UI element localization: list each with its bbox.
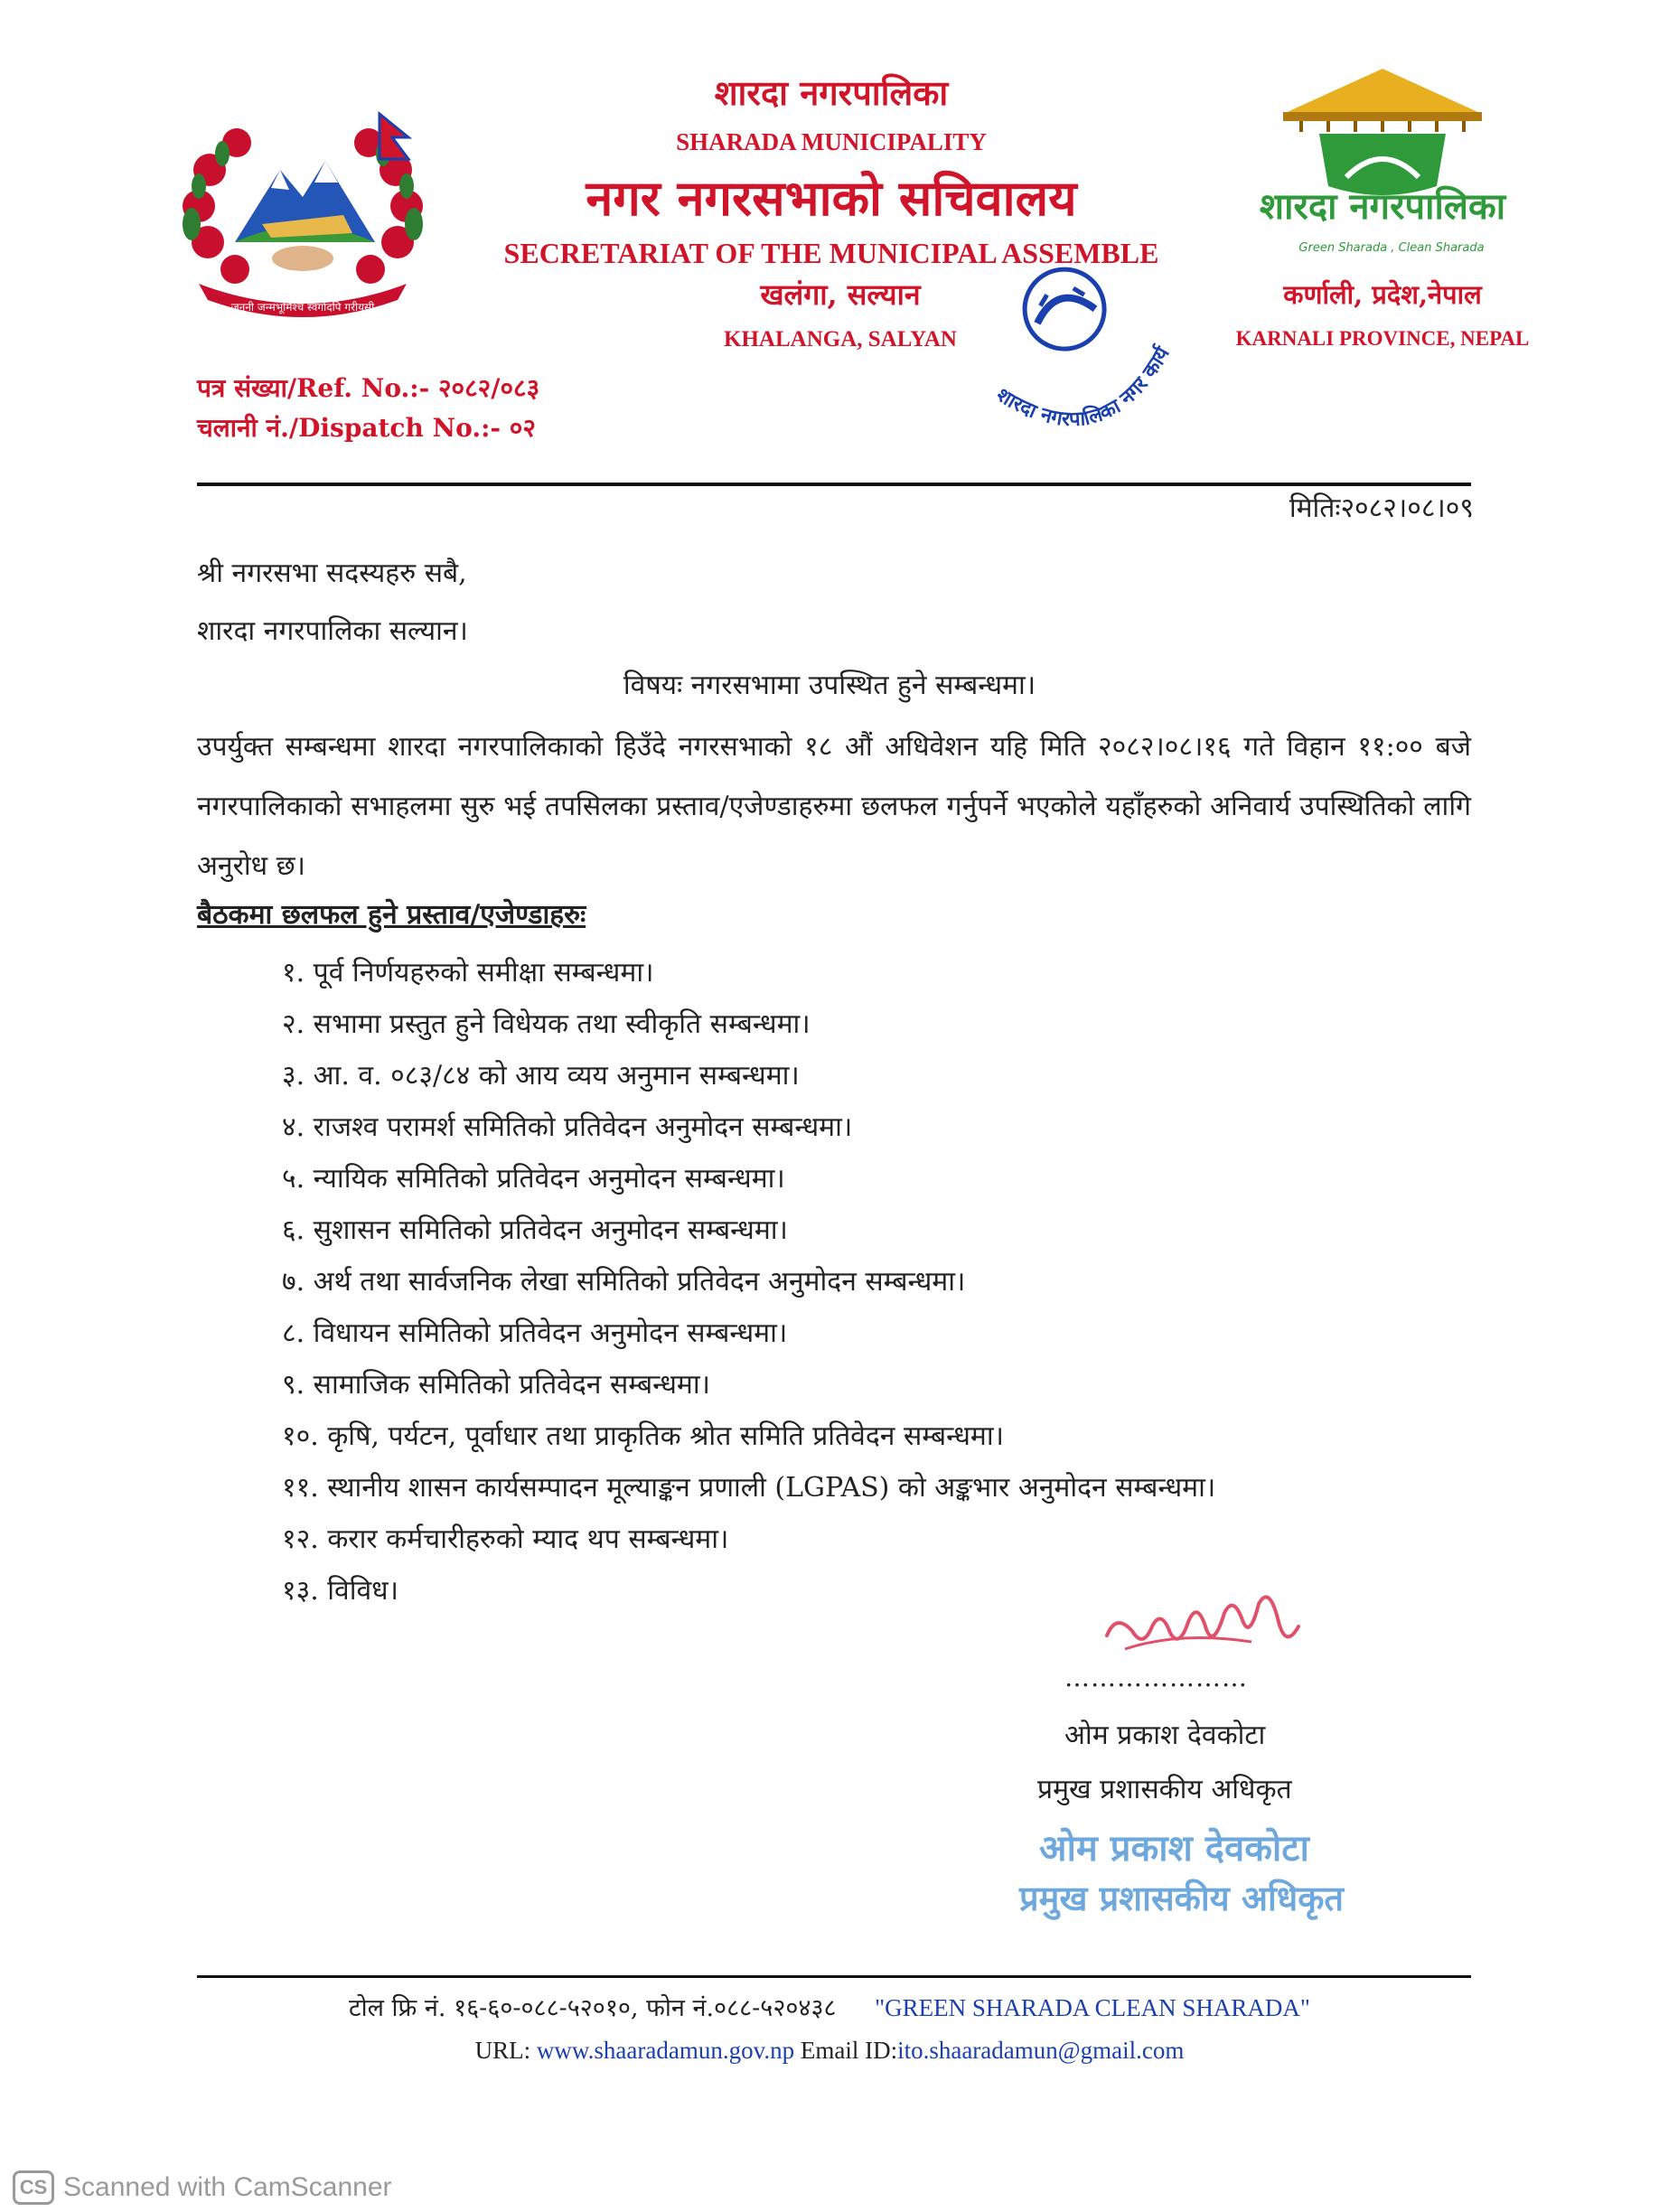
secretariat-title-nepali: नगर नगरसभाको सचिवालय <box>586 169 1077 227</box>
agenda-item: १२. करार कर्मचारीहरुको म्याद थप सम्बन्धमा। <box>282 1523 729 1555</box>
footer-web-line <box>0 2037 1659 2065</box>
agenda-item: १०. कृषि, पर्यटन, पूर्वाधार तथा प्राकृतिक श्रोत समिति प्रतिवेदन सम्बन्धमा। <box>282 1420 1004 1452</box>
footer-url-label: URL: <box>474 2037 537 2064</box>
agenda-item: ११. स्थानीय शासन कार्यसम्पादन मूल्याङ्कन प्रणाली (LGPAS) को अङ्कभार अनुमोदन सम्बन्धमा। <box>282 1472 1216 1504</box>
dispatch-number: चलानी नं./Dispatch No.:- ०२ <box>197 413 536 443</box>
location-english: KHALANGA, SALYAN <box>724 327 957 351</box>
agenda-item: २. सभामा प्रस्तुत हुने विधेयक तथा स्वीकृति सम्बन्धमा। <box>282 1008 811 1040</box>
stamp-name: ओम प्रकाश देवकोटा <box>1039 1827 1309 1870</box>
footer-url-link[interactable]: www.shaaradamun.gov.np <box>536 2037 795 2064</box>
province-nepali: कर्णाली, प्रदेश,नेपाल <box>1283 279 1482 310</box>
camscanner-text: Scanned with CamScanner <box>63 2172 392 2202</box>
agenda-item: ८. विधायन समितिको प्रतिवेदन अनुमोदन सम्बन्धमा। <box>282 1317 788 1349</box>
location-nepali: खलंगा, सल्यान <box>760 277 921 312</box>
agenda-item: ३. आ. व. ०८३/८४ को आय व्यय अनुमान सम्बन्धमा। <box>282 1060 800 1092</box>
agenda-item: १. पूर्व निर्णयहरुको समीक्षा सम्बन्धमा। <box>282 957 654 989</box>
emblem-motto: जननी जन्मभूमिश्च स्वर्गादपि गरीयसी <box>230 301 375 314</box>
recipient-line-1: श्री नगरसभा सदस्यहरु सबै, <box>197 558 467 589</box>
stamp-title: प्रमुख प्रशासकीय अधिकृत <box>1019 1878 1345 1918</box>
letter-body: उपर्युक्त सम्बन्धमा शारदा नगरपालिकाको हिउँदे नगरसभाको १८ औं अधिवेशन यहि मिति २०८२।०८।१६ गते विहान ११:०० बजे नगरपालिकाको सभाहलमा सुरु भई तपसिलका प्रस्ताव/एजेण्डाहरुमा छलफल गर्नुपर्ने भएकोले यहाँहरुको अनिवार्य उपस्थितिको लागि अनुरोध छ। <box>197 731 1471 882</box>
agenda-item: ९. सामाजिक समितिको प्रतिवेदन सम्बन्धमा। <box>282 1369 710 1401</box>
camscanner-watermark <box>13 2170 392 2205</box>
footer-contact-line <box>0 1990 1659 2023</box>
camscanner-icon: CS <box>13 2170 54 2205</box>
agenda-item: ७. अर्थ तथा सार्वजनिक लेखा समितिको प्रतिवेदन अनुमोदन सम्बन्धमा। <box>282 1266 966 1298</box>
municipal-seal-stamp <box>949 262 1211 479</box>
sharada-logo-icon <box>1256 60 1509 267</box>
recipient-line-2: शारदा नगरपालिका सल्यान। <box>197 615 468 647</box>
signature-line: ………………… <box>1064 1663 1248 1692</box>
agenda-item: ६. सुशासन समितिको प्रतिवेदन अनुमोदन सम्बन्धमा। <box>282 1214 788 1246</box>
logo-text: शारदा नगरपालिका <box>1259 186 1506 228</box>
agenda-item: ५. न्यायिक समितिको प्रतिवेदन अनुमोदन सम्बन्धमा। <box>282 1163 785 1195</box>
municipality-title-nepali: शारदा नगरपालिका <box>714 72 949 113</box>
signatory-title: प्रमुख प्रशासकीय अधिकृत <box>1037 1774 1292 1805</box>
handwritten-signature <box>1098 1586 1306 1667</box>
footer-email-link[interactable]: ito.shaaradamun@gmail.com <box>897 2037 1185 2064</box>
secretariat-title-english: SECRETARIAT OF THE MUNICIPAL ASSEMBLE <box>503 237 1159 269</box>
reference-number: पत्र संख्या/Ref. No.:- २०८२/०८३ <box>197 373 540 403</box>
letter-subject: विषयः नगरसभामा उपस्थित हुने सम्बन्धमा। <box>623 670 1036 701</box>
header-divider <box>197 483 1471 486</box>
seal-text: शारदा नगरपालिका नगर कार्यपालिकाको <box>992 343 1175 432</box>
svg-text:शारदा नगरपालिका नगर कार्यपालिक <box>949 262 1188 463</box>
nepal-emblem-icon <box>172 107 434 323</box>
agenda-item: १३. विविध। <box>282 1575 398 1607</box>
signatory-name: ओम प्रकाश देवकोटा <box>1064 1720 1266 1751</box>
footer-divider <box>197 1975 1471 1978</box>
agenda-heading: बैठकमा छलफल हुने प्रस्ताव/एजेण्डाहरुः <box>197 899 586 931</box>
province-english: KARNALI PROVINCE, NEPAL <box>1235 327 1530 350</box>
agenda-item: ४. राजश्व परामर्श समितिको प्रतिवेदन अनुमोदन सम्बन्धमा। <box>282 1111 853 1143</box>
municipality-title-english: SHARADA MUNICIPALITY <box>676 128 987 155</box>
footer-email-label: Email ID: <box>794 2037 898 2064</box>
letter-date: मितिः२०८२।०८।०९ <box>1289 492 1474 524</box>
footer-phone: टोल फ्रि नं. १६-६०-०८८-५२०१०, फोन नं.०८८-५२०४३८ <box>349 1994 837 2022</box>
logo-slogan: Green Sharada , Clean Sharada <box>1298 241 1485 255</box>
footer-slogan: "GREEN SHARADA CLEAN SHARADA" <box>875 1994 1310 2021</box>
agenda-list <box>282 947 1215 1617</box>
